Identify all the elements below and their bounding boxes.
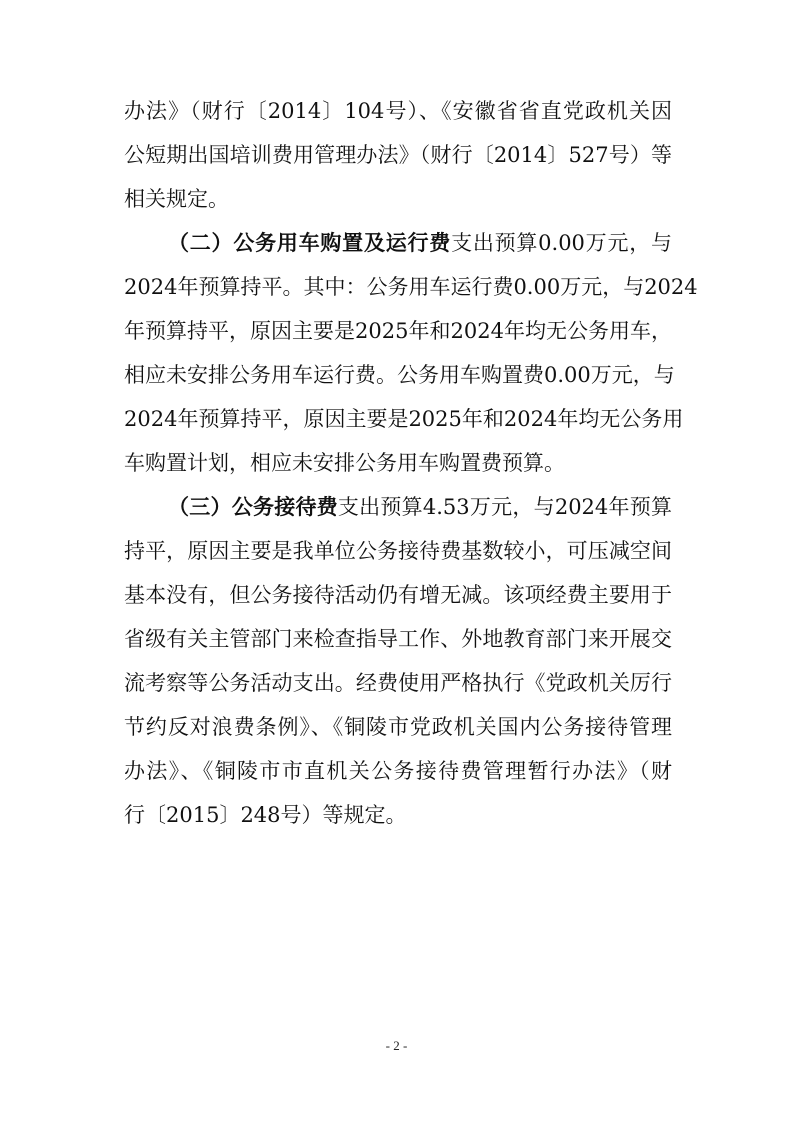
section3-line-7: 办法》、《铜陵市市直机关公务接待费管理暂行办法》（财 bbox=[124, 759, 672, 783]
section2-line-1 bbox=[168, 223, 672, 263]
section3-line-3: 基本没有，但公务接待活动仍有增无减。该项经费主要用于 bbox=[124, 583, 672, 607]
section2-line-2: 2024年预算持平。其中：公务用车运行费0.00万元，与2024 bbox=[124, 275, 698, 299]
section3-line-2: 持平，原因主要是我单位公务接待费基数较小，可压减空间 bbox=[124, 539, 672, 563]
section2-line-3: 年预算持平，原因主要是2025年和2024年均无公务用车， bbox=[124, 319, 672, 343]
section2-line-4: 相应未安排公务用车运行费。公务用车购置费0.00万元，与 bbox=[124, 363, 675, 387]
page-number: - 2 - bbox=[385, 1038, 408, 1053]
section3-line-8: 行〔2015〕248号）等规定。 bbox=[124, 803, 407, 827]
section2-line-6: 车购置计划，相应未安排公务用车购置费预算。 bbox=[124, 451, 565, 475]
intro-line-2: 公短期出国培训费用管理办法》（财行〔2014〕527号）等 bbox=[124, 143, 672, 167]
section3-line-5: 流考察等公务活动支出。经费使用严格执行《党政机关厉行 bbox=[124, 671, 672, 695]
section3-line-1 bbox=[168, 487, 672, 527]
intro-line-1: 办法》（财行〔2014〕104号）、《安徽省省直党政机关因 bbox=[124, 99, 672, 123]
section2-line-1-text: 支出预算0.00万元，与 bbox=[451, 231, 673, 255]
section3-line-4: 省级有关主管部门来检查指导工作、外地教育部门来开展交 bbox=[124, 627, 672, 651]
section3-line-6: 节约反对浪费条例》、《铜陵市党政机关国内公务接待管理 bbox=[124, 715, 672, 739]
section3-line-1-text: 支出预算4.53万元，与2024年预算 bbox=[337, 495, 673, 519]
section2-line-5: 2024年预算持平，原因主要是2025年和2024年均无公务用 bbox=[124, 407, 684, 431]
section2-heading: （二）公务用车购置及运行费 bbox=[168, 230, 452, 255]
intro-line-3: 相关规定。 bbox=[124, 187, 229, 211]
section3-heading: （三）公务接待费 bbox=[168, 494, 338, 519]
